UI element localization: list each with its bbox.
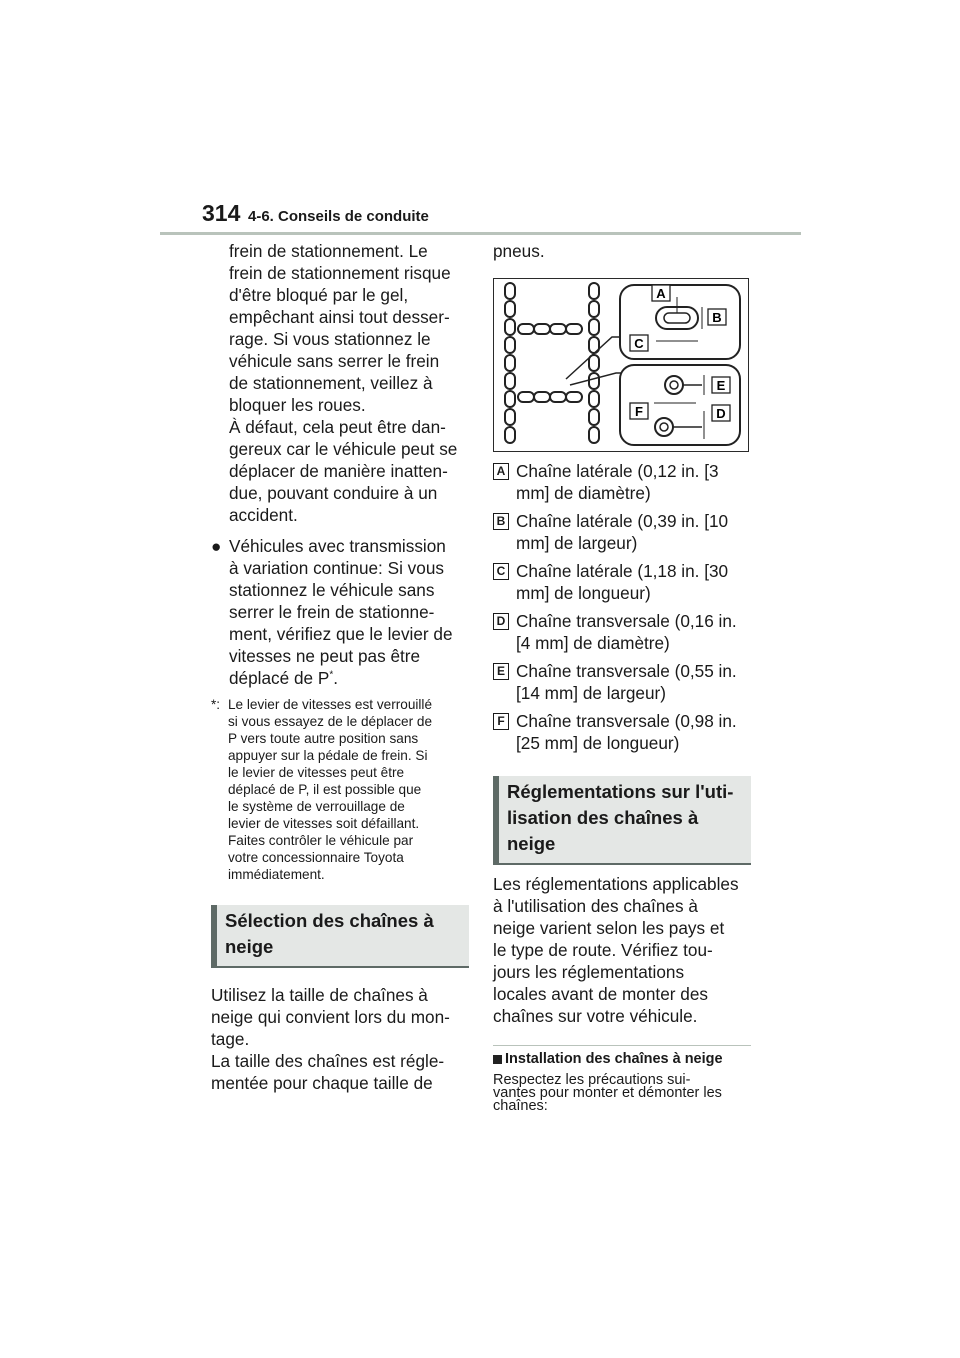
text-line: à l'utilisation des chaînes à xyxy=(493,896,698,916)
legend-letter: C xyxy=(493,563,509,580)
text-line: [25 mm] de longueur) xyxy=(516,733,680,753)
legend-text xyxy=(516,510,728,554)
text-line: chaînes: xyxy=(493,1098,548,1114)
legend-text xyxy=(516,610,737,654)
text-line: ment, vérifiez que le levier de xyxy=(229,624,453,644)
legend-letter: A xyxy=(493,463,509,480)
legend-item xyxy=(493,710,751,754)
text-line: jours les réglementations xyxy=(493,962,685,982)
chain-size-diagram xyxy=(493,278,749,452)
legend-letter: E xyxy=(493,663,509,680)
right-column xyxy=(493,240,751,1113)
legend-item xyxy=(493,660,751,704)
section-heading-selection xyxy=(211,905,469,968)
text-line: levier de vitesses soit défaillant. xyxy=(228,816,420,831)
heading-line: neige xyxy=(507,833,556,854)
text-line: neige qui convient lors du mon- xyxy=(211,1007,450,1027)
text-line: Le levier de vitesses est verrouillé xyxy=(228,697,432,712)
text-line: votre concessionnaire Toyota xyxy=(228,850,404,865)
intro-text: pneus. xyxy=(493,241,545,261)
text-line: le levier de vitesses peut être xyxy=(228,765,405,780)
text-line: si vous essayez de le déplacer de xyxy=(228,714,433,729)
text-fragment: déplacé de P xyxy=(229,668,330,688)
text-line: immédiatement. xyxy=(228,867,325,882)
svg-text:C: C xyxy=(634,336,644,351)
text-line: stationnez le véhicule sans xyxy=(229,580,435,600)
text-line: P vers toute autre position sans xyxy=(228,731,419,746)
text-line: chaînes sur votre véhicule. xyxy=(493,1006,698,1026)
bullet-text xyxy=(229,535,469,689)
text-line: Chaîne latérale (0,12 in. [3 xyxy=(516,461,719,481)
text-line: [4 mm] de diamètre) xyxy=(516,633,670,653)
text-line: Les réglementations applicables xyxy=(493,874,739,894)
legend-item xyxy=(493,560,751,604)
text-line: frein de stationnement. Le xyxy=(229,241,428,261)
diagram-label-d xyxy=(712,405,730,421)
text-line: Respectez les précautions sui- xyxy=(493,1072,691,1088)
text-line: gereux car le véhicule peut se xyxy=(229,439,458,459)
subsection-text xyxy=(493,1074,751,1113)
svg-text:E: E xyxy=(716,378,726,393)
legend-list xyxy=(493,460,751,754)
side-chain-right xyxy=(589,283,599,443)
legend-text xyxy=(516,660,737,704)
text-line: mm] de diamètre) xyxy=(516,483,651,503)
text-line: Chaîne latérale (1,18 in. [30 xyxy=(516,561,729,581)
text-line: déplacé de P, il est possible que xyxy=(228,782,422,797)
header-rule xyxy=(160,232,801,235)
text-line: déplacer de manière inatten- xyxy=(229,461,448,481)
text-line: appuyer sur la pédale de frein. Si xyxy=(228,748,428,763)
heading-line: lisation des chaînes à xyxy=(507,807,699,828)
text-line: accident. xyxy=(229,505,298,525)
chain-illustration xyxy=(494,279,747,450)
legend-text xyxy=(516,560,728,604)
regulations-paragraph xyxy=(493,873,751,1027)
text-line: La taille des chaînes est régle- xyxy=(211,1051,445,1071)
text-line: de stationnement, veillez à xyxy=(229,373,433,393)
side-chain-left xyxy=(505,283,515,443)
page-number: 314 xyxy=(202,200,241,226)
legend-letter: B xyxy=(493,513,509,530)
text-line xyxy=(229,667,469,689)
text-line: le type de route. Vérifiez tou- xyxy=(493,940,713,960)
subsection-heading xyxy=(493,1051,751,1067)
text-line: véhicule sans serrer le frein xyxy=(229,351,440,371)
bullet-dot-icon: ● xyxy=(211,536,222,556)
text-line: le système de verrouillage de xyxy=(228,799,405,814)
legend-item xyxy=(493,510,751,554)
footnote xyxy=(211,696,469,883)
footnote-ref: * xyxy=(329,669,334,681)
diagram-label-e xyxy=(712,377,730,393)
text-line: d'être bloqué par le gel, xyxy=(229,285,409,305)
text-line: mm] de longueur) xyxy=(516,583,651,603)
bullet-item xyxy=(211,535,469,689)
diagram-label-a xyxy=(652,285,670,301)
text-line: [14 mm] de largeur) xyxy=(516,683,666,703)
heading-line: neige xyxy=(225,936,274,957)
svg-text:A: A xyxy=(656,286,666,301)
section-heading-regulations xyxy=(493,776,751,865)
heading-line: Sélection des chaînes à xyxy=(225,910,434,931)
text-line: mm] de largeur) xyxy=(516,533,638,553)
text-line: bloquer les roues. xyxy=(229,395,366,415)
section-title: 4-6. Conseils de conduite xyxy=(248,208,429,225)
footnote-text xyxy=(228,696,432,883)
heading-line: Réglementations sur l'uti- xyxy=(507,781,734,802)
legend-text xyxy=(516,460,719,504)
text-line: locales avant de monter des xyxy=(493,984,708,1004)
svg-text:D: D xyxy=(716,406,726,421)
text-line: à variation continue: Si vous xyxy=(229,558,444,578)
text-line: Chaîne latérale (0,39 in. [10 xyxy=(516,511,729,531)
text-line: Chaîne transversale (0,16 in. xyxy=(516,611,737,631)
legend-item xyxy=(493,460,751,504)
text-line: tage. xyxy=(211,1029,250,1049)
diagram-label-c xyxy=(630,335,648,351)
legend-item xyxy=(493,610,751,654)
continued-paragraph xyxy=(229,240,469,526)
text-line: due, pouvant conduire à un xyxy=(229,483,438,503)
text-line: Faites contrôler le véhicule par xyxy=(228,833,414,848)
text-line: serrer le frein de stationne- xyxy=(229,602,435,622)
legend-letter: D xyxy=(493,613,509,630)
left-column xyxy=(211,240,469,1094)
text-line: vantes pour monter et démonter les xyxy=(493,1085,722,1101)
subsection-rule xyxy=(493,1045,751,1046)
text-line: Chaîne transversale (0,98 in. xyxy=(516,711,737,731)
text-line: empêchant ainsi tout desser- xyxy=(229,307,450,327)
cross-chain-upper xyxy=(518,324,582,334)
text-line: neige varient selon les pays et xyxy=(493,918,725,938)
cross-chain-lower xyxy=(518,392,582,402)
text-line: mentée pour chaque taille de xyxy=(211,1073,433,1093)
text-line: À défaut, cela peut être dan- xyxy=(229,417,446,437)
legend-text xyxy=(516,710,737,754)
text-line: rage. Si vous stationnez le xyxy=(229,329,431,349)
legend-letter: F xyxy=(493,713,509,730)
svg-text:F: F xyxy=(635,404,643,419)
text-line: frein de stationnement risque xyxy=(229,263,451,283)
text-line: vitesses ne peut pas être xyxy=(229,646,421,666)
selection-paragraph xyxy=(211,984,469,1094)
subsection-title: Installation des chaînes à neige xyxy=(505,1051,723,1067)
square-bullet-icon xyxy=(493,1055,502,1064)
text-line: Véhicules avec transmission xyxy=(229,536,446,556)
text-line: Chaîne transversale (0,55 in. xyxy=(516,661,737,681)
diagram-label-b xyxy=(708,309,726,325)
footnote-mark: *: xyxy=(211,697,221,712)
text-line: Utilisez la taille de chaînes à xyxy=(211,985,428,1005)
text-fragment: . xyxy=(333,668,339,688)
diagram-label-f xyxy=(630,403,648,419)
svg-text:B: B xyxy=(712,310,722,325)
